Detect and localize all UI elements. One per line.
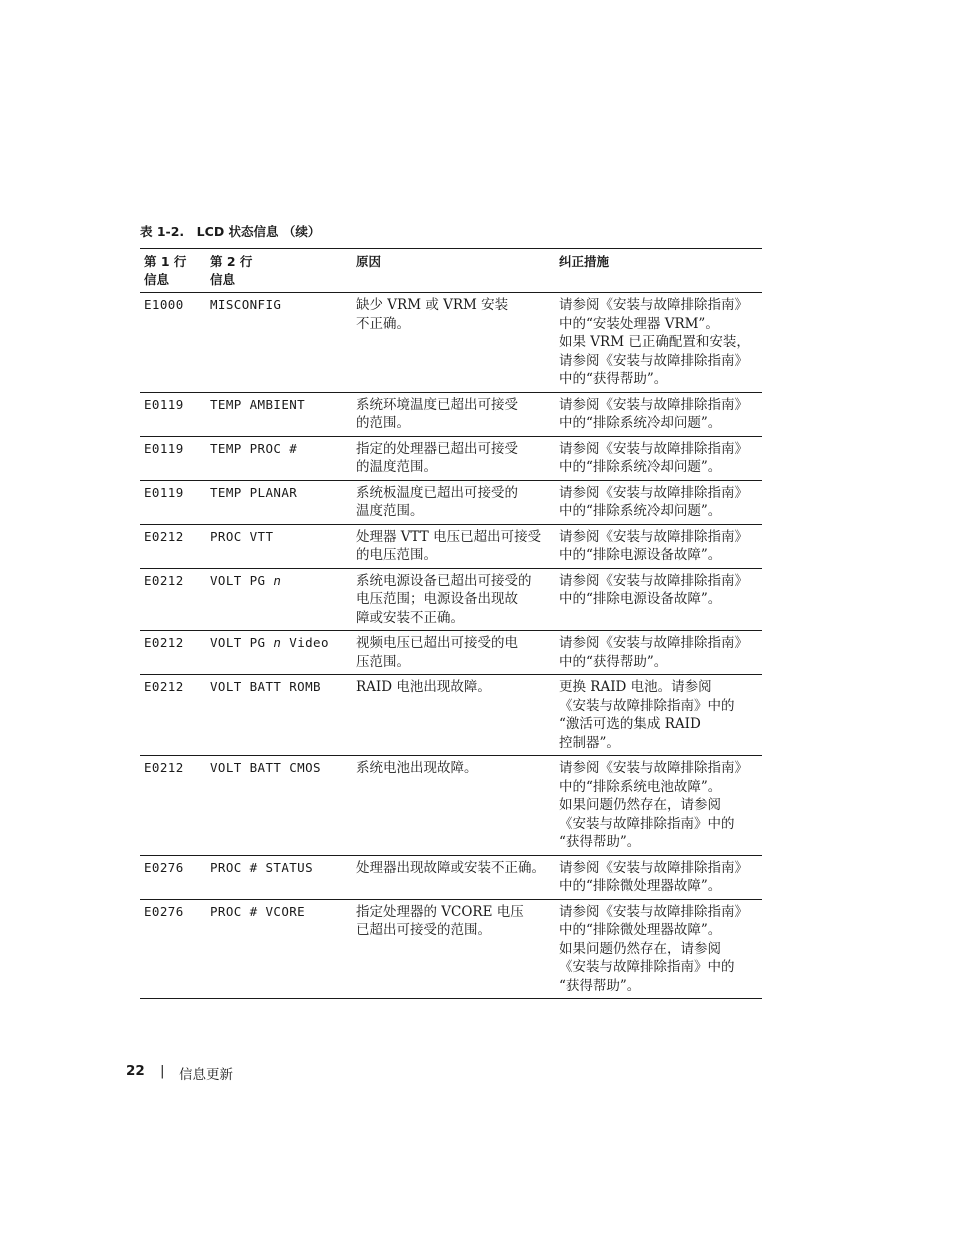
table-row bbox=[140, 568, 762, 631]
cell-cause-line: 系统电源设备已超出可接受的 bbox=[356, 572, 532, 589]
message-segment: VOLT PG bbox=[210, 572, 274, 588]
cell-corrective-action-line: 如果 VRM 已正确配置和安装， bbox=[559, 334, 750, 350]
cell-cause-line: 系统环境温度已超出可接受 bbox=[356, 396, 518, 413]
cell-corrective-action-line: “激活可选的集成 RAID bbox=[559, 716, 701, 732]
cell-line1-code: E0119 bbox=[144, 484, 184, 500]
cell-line2-message bbox=[210, 436, 356, 480]
message-segment: n bbox=[273, 635, 282, 650]
table-row bbox=[140, 675, 762, 756]
cell-corrective-action-line: 中的“获得帮助”。 bbox=[559, 371, 668, 387]
message-segment: n bbox=[273, 572, 282, 588]
cell-corrective-action-line: 请参阅《安装与故障排除指南》 bbox=[559, 396, 748, 413]
cell-corrective-action-line: 控制器”。 bbox=[559, 734, 620, 751]
cell-cause-line: 压范围。 bbox=[356, 653, 410, 670]
header-cause: 原因 bbox=[356, 254, 382, 269]
message-segment: TEMP PROC # bbox=[210, 440, 298, 456]
cell-cause-line: 的范围。 bbox=[356, 415, 410, 431]
cell-corrective-action-line: “获得帮助”。 bbox=[559, 834, 641, 850]
cell-corrective-action-line: 如果问题仍然存在，请参阅 bbox=[559, 797, 721, 813]
cell-line2-message bbox=[210, 524, 356, 568]
cell-corrective-action-line: 中的“排除系统冷却问题”。 bbox=[559, 415, 722, 431]
cell-cause-line: RAID 电池出现故障。 bbox=[356, 679, 491, 695]
table-row bbox=[140, 436, 762, 480]
cell-corrective-action-line: 请参阅《安装与故障排除指南》 bbox=[559, 635, 748, 651]
cell-cause-line: 的温度范围。 bbox=[356, 459, 437, 475]
cell-cause-line: 已超出可接受的范围。 bbox=[356, 922, 491, 938]
header-line1-info: 第 1 行 信息 bbox=[144, 254, 187, 287]
cell-cause bbox=[356, 756, 559, 856]
cell-cause bbox=[356, 675, 559, 756]
cell-cause bbox=[356, 392, 559, 436]
cell-corrective-action-line: 请参阅《安装与故障排除指南》 bbox=[559, 528, 748, 545]
table-row bbox=[140, 480, 762, 524]
cell-corrective-action bbox=[559, 524, 762, 568]
cell-cause-line: 的电压范围。 bbox=[356, 547, 437, 563]
cell-cause-line: 不正确。 bbox=[356, 315, 410, 332]
table-caption: 表 1-2. LCD 状态信息 （续） bbox=[140, 224, 321, 239]
cell-corrective-action-line: 中的“安装处理器 VRM”。 bbox=[559, 315, 719, 332]
cell-cause-line: 缺少 VRM 或 VRM 安装 bbox=[356, 297, 509, 313]
cell-corrective-action-line: 请参阅《安装与故障排除指南》 bbox=[559, 352, 748, 369]
cell-cause bbox=[356, 524, 559, 568]
cell-corrective-action bbox=[559, 436, 762, 480]
message-segment: PROC # STATUS bbox=[210, 859, 314, 875]
cell-line2-message bbox=[210, 899, 356, 999]
table-row bbox=[140, 392, 762, 436]
cell-corrective-action-line: 请参阅《安装与故障排除指南》 bbox=[559, 440, 748, 457]
cell-corrective-action-line: 请参阅《安装与故障排除指南》 bbox=[559, 484, 748, 501]
cell-corrective-action-line: 中的“获得帮助”。 bbox=[559, 653, 668, 670]
cell-line2-message bbox=[210, 480, 356, 524]
cell-corrective-action-line: 如果问题仍然存在，请参阅 bbox=[559, 940, 721, 957]
cell-cause-line: 系统板温度已超出可接受的 bbox=[356, 484, 518, 501]
cell-corrective-action bbox=[559, 756, 762, 856]
cell-corrective-action-line: 中的“排除微处理器故障”。 bbox=[559, 922, 722, 938]
cell-corrective-action bbox=[559, 631, 762, 675]
cell-line1-code: E0276 bbox=[144, 859, 184, 875]
cell-cause-line: 障或安装不正确。 bbox=[356, 609, 464, 626]
cell-cause-line: 温度范围。 bbox=[356, 503, 424, 519]
message-segment: Video bbox=[281, 635, 329, 650]
cell-corrective-action bbox=[559, 855, 762, 899]
lcd-status-table bbox=[140, 248, 762, 999]
page-number: 22 bbox=[126, 1063, 145, 1079]
message-segment: VOLT BATT CMOS bbox=[210, 760, 321, 775]
cell-corrective-action-line: 中的“排除电源设备故障”。 bbox=[559, 547, 722, 563]
cell-corrective-action bbox=[559, 480, 762, 524]
footer-section-title: 信息更新 bbox=[179, 1067, 233, 1083]
cell-corrective-action-line: 中的“排除电源设备故障”。 bbox=[559, 591, 722, 607]
cell-cause-line: 视频电压已超出可接受的电 bbox=[356, 635, 518, 651]
cell-cause-line: 处理器 VTT 电压已超出可接受 bbox=[356, 528, 542, 545]
footer-separator: | bbox=[160, 1063, 165, 1079]
cell-corrective-action bbox=[559, 392, 762, 436]
cell-line2-message bbox=[210, 293, 356, 393]
table-row bbox=[140, 756, 762, 856]
cell-line2-message bbox=[210, 392, 356, 436]
cell-corrective-action-line: 中的“排除微处理器故障”。 bbox=[559, 878, 722, 894]
cell-corrective-action-line: 请参阅《安装与故障排除指南》 bbox=[559, 859, 748, 876]
cell-line2-message bbox=[210, 855, 356, 899]
cell-corrective-action-line: 请参阅《安装与故障排除指南》 bbox=[559, 297, 748, 313]
message-segment: TEMP PLANAR bbox=[210, 484, 298, 500]
message-segment: TEMP AMBIENT bbox=[210, 396, 306, 412]
message-segment: PROC VTT bbox=[210, 528, 274, 544]
cell-corrective-action-line: 请参阅《安装与故障排除指南》 bbox=[559, 572, 748, 589]
cell-corrective-action-line: 更换 RAID 电池。请参阅 bbox=[559, 679, 712, 695]
cell-cause bbox=[356, 436, 559, 480]
cell-cause-line: 电压范围；电源设备出现故 bbox=[356, 591, 518, 607]
cell-corrective-action-line: 中的“排除系统冷却问题”。 bbox=[559, 459, 722, 475]
table-row bbox=[140, 631, 762, 675]
cell-cause bbox=[356, 568, 559, 631]
cell-corrective-action bbox=[559, 675, 762, 756]
cell-corrective-action-line: 请参阅《安装与故障排除指南》 bbox=[559, 903, 748, 920]
cell-corrective-action-line: 《安装与故障排除指南》中的 bbox=[559, 815, 735, 832]
cell-line1-code: E0119 bbox=[144, 396, 184, 412]
cell-line2-message bbox=[210, 568, 356, 631]
cell-corrective-action-line: 请参阅《安装与故障排除指南》 bbox=[559, 760, 748, 776]
cell-line1-code: E0212 bbox=[144, 528, 184, 544]
message-segment: PROC # VCORE bbox=[210, 903, 306, 919]
cell-corrective-action-line: 《安装与故障排除指南》中的 bbox=[559, 959, 735, 975]
cell-line1-code: E0276 bbox=[144, 903, 184, 919]
cell-line1-code: E0212 bbox=[144, 572, 184, 588]
cell-line1-code: E1000 bbox=[144, 297, 184, 312]
cell-cause bbox=[356, 480, 559, 524]
header-line2-info: 第 2 行 信息 bbox=[210, 254, 253, 287]
table-row bbox=[140, 899, 762, 999]
cell-cause-line: 指定的处理器已超出可接受 bbox=[356, 440, 518, 457]
cell-cause-line: 系统电池出现故障。 bbox=[356, 760, 478, 776]
cell-cause-line: 指定处理器的 VCORE 电压 bbox=[356, 903, 524, 920]
cell-line2-message bbox=[210, 675, 356, 756]
table-header-row bbox=[140, 249, 762, 293]
cell-line1-code: E0212 bbox=[144, 635, 184, 650]
header-corrective-action: 纠正措施 bbox=[559, 254, 610, 269]
cell-corrective-action-line: 《安装与故障排除指南》中的 bbox=[559, 697, 735, 714]
cell-corrective-action bbox=[559, 568, 762, 631]
cell-line1-code: E0212 bbox=[144, 760, 184, 775]
message-segment: MISCONFIG bbox=[210, 297, 282, 312]
cell-corrective-action bbox=[559, 899, 762, 999]
cell-cause bbox=[356, 293, 559, 393]
cell-corrective-action-line: “获得帮助”。 bbox=[559, 977, 641, 994]
table-row bbox=[140, 855, 762, 899]
cell-cause bbox=[356, 899, 559, 999]
cell-corrective-action-line: 中的“排除系统电池故障”。 bbox=[559, 778, 722, 795]
cell-cause-line: 处理器出现故障或安装不正确。 bbox=[356, 859, 545, 876]
cell-corrective-action-line: 中的“排除系统冷却问题”。 bbox=[559, 503, 722, 519]
table-row bbox=[140, 293, 762, 393]
cell-line2-message bbox=[210, 756, 356, 856]
table-body bbox=[140, 293, 762, 999]
cell-corrective-action bbox=[559, 293, 762, 393]
cell-line1-code: E0119 bbox=[144, 440, 184, 456]
cell-cause bbox=[356, 855, 559, 899]
cell-line2-message bbox=[210, 631, 356, 675]
cell-line1-code: E0212 bbox=[144, 679, 184, 694]
cell-cause bbox=[356, 631, 559, 675]
message-segment: VOLT PG bbox=[210, 635, 274, 650]
message-segment: VOLT BATT ROMB bbox=[210, 679, 321, 694]
table-row bbox=[140, 524, 762, 568]
